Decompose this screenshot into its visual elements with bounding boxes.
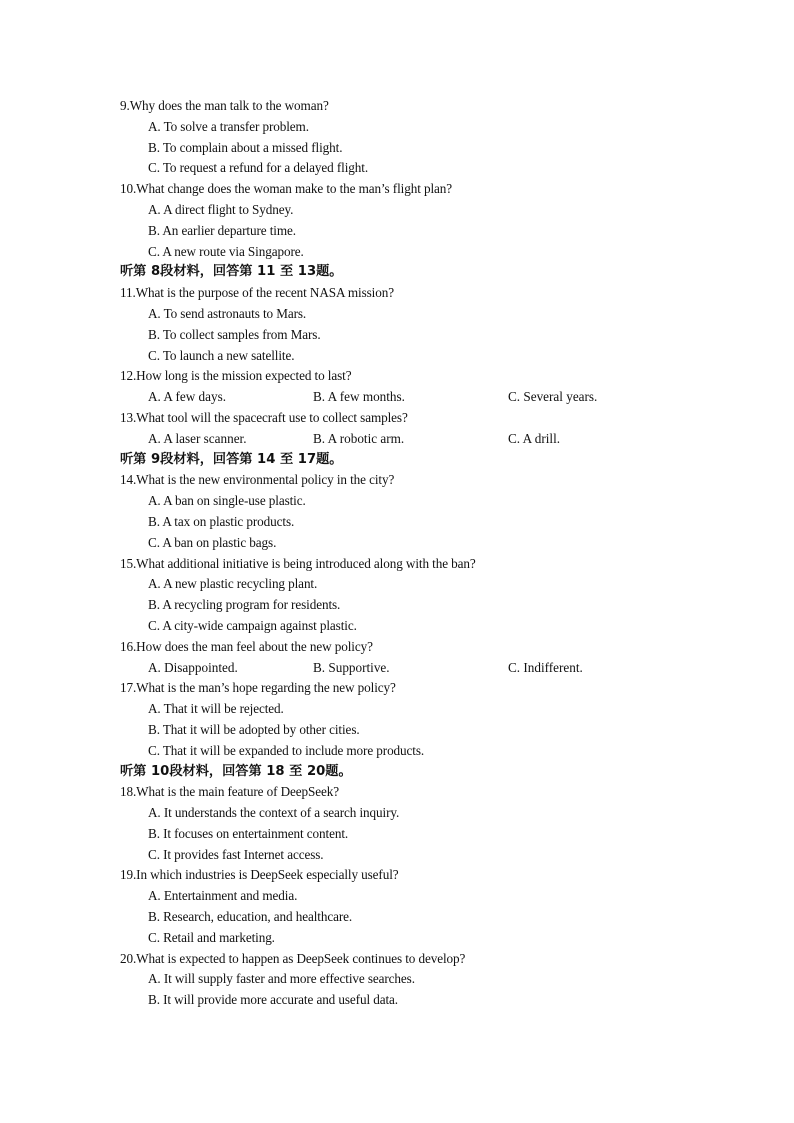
question-15-option-b: B. A recycling program for residents. (148, 597, 341, 613)
question-20-option-a: A. It will supply faster and more effective searches. (148, 971, 415, 987)
question-12-option-b: B. A few months. (313, 389, 405, 405)
question-10-option-c: C. A new route via Singapore. (148, 243, 304, 259)
question-11-option-c: C. To launch a new satellite. (148, 347, 295, 363)
listening-questions (120, 96, 680, 1011)
question-11-option-a: A. To send astronauts to Mars. (148, 305, 307, 321)
question-20-stem: 20.What is expected to happen as DeepSeek continues to develop? (120, 950, 466, 966)
question-13-option-b: B. A robotic arm. (313, 430, 405, 446)
question-12-stem: 12.How long is the mission expected to last? (120, 368, 352, 384)
question-10-option-a: A. A direct flight to Sydney. (148, 201, 294, 217)
question-20-option-b: B. It will provide more accurate and useful data. (148, 992, 398, 1008)
question-16-option-b: B. Supportive. (313, 659, 390, 675)
question-19-option-a: A. Entertainment and media. (148, 888, 298, 904)
question-11-stem: 11.What is the purpose of the recent NASA mission? (120, 285, 394, 301)
question-15-option-a: A. A new plastic recycling plant. (148, 576, 318, 592)
question-14-option-a: A. A ban on single-use plastic. (148, 493, 306, 509)
question-10-option-b: B. An earlier departure time. (148, 222, 296, 238)
section-heading-10: 听第 10段材料，回答第 18 至 20题。 (120, 763, 352, 779)
question-17-stem: 17.What is the man’s hope regarding the new policy? (120, 680, 396, 696)
question-16-stem: 16.How does the man feel about the new policy? (120, 638, 373, 654)
question-19-option-c: C. Retail and marketing. (148, 929, 275, 945)
question-18-stem: 18.What is the main feature of DeepSeek? (120, 784, 339, 800)
question-10-stem: 10.What change does the woman make to the man’s flight plan? (120, 181, 453, 197)
question-13-options (120, 429, 680, 450)
question-14-option-c: C. A ban on plastic bags. (148, 534, 277, 550)
question-13-stem: 13.What tool will the spacecraft use to collect samples? (120, 409, 408, 425)
question-19-stem: 19.In which industries is DeepSeek especially useful? (120, 867, 399, 883)
question-16-option-a: A. Disappointed. (148, 659, 238, 675)
question-18-option-a: A. It understands the context of a search inquiry. (148, 805, 400, 821)
question-13-option-a: A. A laser scanner. (148, 430, 247, 446)
question-15-stem: 15.What additional initiative is being introduced along with the ban? (120, 555, 476, 571)
question-18-option-c: C. It provides fast Internet access. (148, 846, 324, 862)
question-14-stem: 14.What is the new environmental policy in the city? (120, 472, 395, 488)
question-14-option-b: B. A tax on plastic products. (148, 513, 295, 529)
question-16-option-c: C. Indifferent. (508, 659, 583, 675)
question-9-option-b: B. To complain about a missed flight. (148, 139, 343, 155)
question-17-option-a: A. That it will be rejected. (148, 701, 284, 717)
question-9-stem: 9.Why does the man talk to the woman? (120, 98, 329, 113)
question-12-option-c: C. Several years. (508, 389, 598, 405)
question-13-option-c: C. A drill. (508, 430, 561, 446)
question-18-option-b: B. It focuses on entertainment content. (148, 825, 349, 841)
question-11-option-b: B. To collect samples from Mars. (148, 326, 321, 342)
section-heading-8: 听第 8段材料，回答第 11 至 13题。 (120, 264, 343, 280)
question-9-option-c: C. To request a refund for a delayed flight. (148, 160, 369, 176)
question-15-option-c: C. A city-wide campaign against plastic. (148, 617, 357, 633)
question-12-options (120, 387, 680, 408)
question-17-option-b: B. That it will be adopted by other cities. (148, 721, 360, 737)
question-16-options (120, 658, 680, 679)
section-heading-9: 听第 9段材料，回答第 14 至 17题。 (120, 451, 343, 467)
question-9-option-a: A. To solve a transfer problem. (148, 118, 309, 134)
question-12-option-a: A. A few days. (148, 389, 227, 405)
question-17-option-c: C. That it will be expanded to include more products. (148, 742, 425, 758)
question-19-option-b: B. Research, education, and healthcare. (148, 909, 353, 925)
